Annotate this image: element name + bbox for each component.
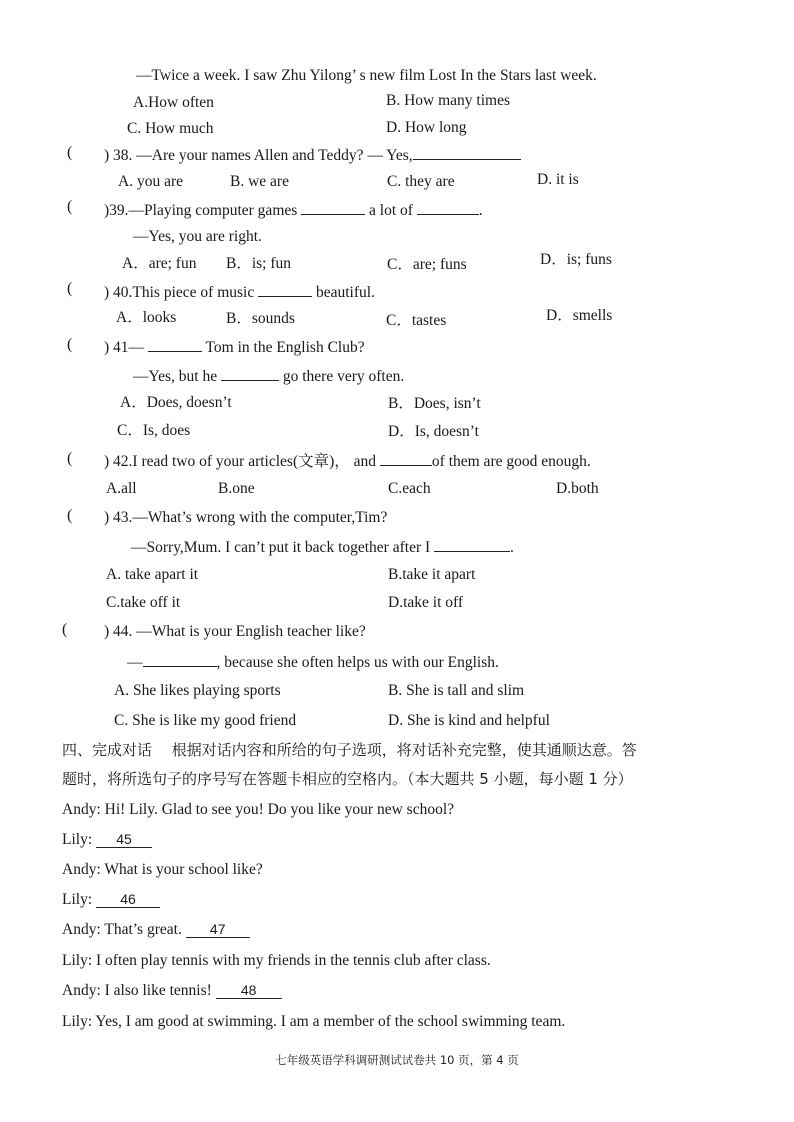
q39-option-a: A．are; fun	[122, 255, 197, 272]
q38-blank[interactable]	[413, 145, 521, 160]
q37-stem: —Twice a week. I saw Zhu Yilong’ s new film Lost In the Stars last week.	[136, 67, 597, 84]
dialogue-speaker: Lily:	[62, 891, 93, 908]
q38-option-b: B. we are	[230, 173, 289, 190]
q41-reply	[133, 366, 404, 387]
q38-stem-a: 38. —Are your names Allen and Teddy?	[113, 147, 364, 164]
q40-stem-b: beautiful.	[315, 284, 375, 301]
dialogue-speaker: Lily:	[62, 831, 93, 848]
q37-option-d: D. How long	[386, 119, 467, 136]
answer-blank-47[interactable]: 47	[186, 921, 250, 938]
page-footer: 七年级英语学科调研测试试卷共 10 页，第 4 页	[275, 1053, 519, 1067]
q44-option-d: D. She is kind and helpful	[388, 712, 550, 729]
q39-stem-b: a lot of	[369, 202, 413, 219]
q43-reply	[131, 537, 514, 558]
q38-option-d: D. it is	[537, 171, 579, 188]
dialogue-text: Andy: I also like tennis!	[62, 982, 212, 999]
dialogue-line-1: Andy: Hi! Lily. Glad to see you! Do you like your new school?	[62, 801, 455, 818]
answer-blank-46[interactable]: 46	[96, 891, 160, 908]
q41-option-a: A．Does, doesn’t	[120, 394, 232, 411]
q42-stem-b: of them are good enough.	[431, 453, 591, 470]
q44-reply	[127, 652, 499, 673]
dialogue-line-8: Lily: Yes, I am good at swimming. I am a member of the school swimming team.	[62, 1013, 566, 1030]
q41-stem-b: Tom in the English Club?	[205, 339, 365, 356]
q41-option-b: B．Does, isn’t	[388, 395, 481, 412]
q43-blank[interactable]	[434, 537, 510, 552]
q41-answer-paren[interactable]: (	[67, 336, 73, 353]
dialogue-line-7	[62, 981, 282, 1001]
answer-blank-45[interactable]: 45	[96, 831, 152, 848]
q43-answer-paren[interactable]: (	[67, 507, 73, 524]
answer-blank-48[interactable]: 48	[216, 982, 282, 999]
q38-stem	[104, 145, 521, 166]
q43-option-a: A. take apart it	[106, 566, 199, 583]
q42-option-a: A.all	[106, 480, 137, 497]
q38-stem-b: — Yes,	[367, 147, 413, 164]
q40-option-d: D．smells	[546, 307, 613, 324]
q44-stem: ) 44. —What is your English teacher like?	[104, 623, 366, 640]
q42-stem	[104, 451, 591, 472]
q44-reply-b: , because she often helps us with our English.	[216, 654, 499, 671]
section4-title-line2: 题时，将所选句子的序号写在答题卡相应的空格内。（本大题共 5 小题，每小题 1 分）	[62, 770, 633, 788]
q39-stem-a: )39.—Playing computer games	[104, 202, 298, 219]
q44-blank[interactable]	[143, 652, 217, 667]
q40-stem	[104, 282, 375, 303]
q43-stem: ) 43.—What’s wrong with the computer,Tim?	[104, 509, 388, 526]
q41-stem	[104, 337, 365, 358]
q37-option-a: A.How often	[133, 94, 214, 111]
q41-reply-b: go there very often.	[282, 368, 405, 385]
q38-answer-paren[interactable]: (	[67, 144, 73, 161]
q42-blank[interactable]	[380, 451, 432, 466]
dialogue-line-4	[62, 890, 160, 910]
q40-answer-paren[interactable]: (	[67, 280, 73, 297]
dialogue-line-3: Andy: What is your school like?	[62, 861, 263, 878]
q40-option-c: C．tastes	[386, 312, 447, 329]
q37-option-b: B. How many times	[386, 92, 510, 109]
q42-option-c: C.each	[388, 480, 431, 497]
q38-paren-close: )	[104, 147, 110, 164]
q42-option-b: B.one	[218, 480, 255, 497]
q41-option-d: D．Is, doesn’t	[388, 423, 479, 440]
q40-option-b: B．sounds	[226, 310, 295, 327]
q43-option-b: B.take it apart	[388, 566, 476, 583]
q39-stem	[104, 200, 483, 221]
q41-blank-1[interactable]	[148, 337, 202, 352]
q42-stem-a: ) 42.I read two of your articles(文章)， and	[104, 453, 377, 470]
q44-answer-paren[interactable]: (	[62, 621, 68, 638]
q43-option-c: C.take off it	[106, 594, 181, 611]
q39-reply: —Yes, you are right.	[133, 228, 262, 245]
q42-answer-paren[interactable]: (	[67, 450, 73, 467]
q41-stem-a: ) 41—	[104, 339, 145, 356]
q42-option-d: D.both	[556, 480, 599, 497]
q40-stem-a: ) 40.This piece of music	[104, 284, 255, 301]
q39-answer-paren[interactable]: (	[67, 198, 73, 215]
q40-blank[interactable]	[258, 282, 312, 297]
q44-option-a: A. She likes playing sports	[114, 682, 281, 699]
q43-reply-b: .	[510, 539, 514, 556]
q44-option-b: B. She is tall and slim	[388, 682, 525, 699]
q41-option-c: C．Is, does	[117, 422, 191, 439]
q41-blank-2[interactable]	[221, 366, 279, 381]
dialogue-text: Andy: That’s great.	[62, 921, 182, 938]
q40-option-a: A．looks	[116, 309, 177, 326]
dialogue-line-5	[62, 920, 250, 940]
dialogue-line-2	[62, 830, 152, 850]
q41-reply-a: —Yes, but he	[133, 368, 218, 385]
q44-option-c: C. She is like my good friend	[114, 712, 297, 729]
q43-option-d: D.take it off	[388, 594, 464, 611]
q39-stem-c: .	[478, 202, 483, 219]
q39-option-b: B．is; fun	[226, 255, 292, 272]
dialogue-line-6: Lily: I often play tennis with my friends in the tennis club after class.	[62, 952, 491, 969]
q43-reply-a: —Sorry,Mum. I can’t put it back together after I	[131, 539, 431, 556]
q39-option-d: D．is; funs	[540, 251, 612, 268]
section4-title: 四、完成对话 根据对话内容和所给的句子选项，将对话补充完整，使其通顺达意。答	[62, 741, 637, 759]
q39-option-c: C．are; funs	[387, 256, 467, 273]
q38-option-a: A. you are	[118, 173, 183, 190]
q39-blank-1[interactable]	[301, 200, 365, 215]
q37-option-c: C. How much	[127, 120, 214, 137]
q44-reply-a: —	[127, 654, 143, 671]
q39-blank-2[interactable]	[417, 200, 479, 215]
q38-option-c: C. they are	[387, 173, 455, 190]
